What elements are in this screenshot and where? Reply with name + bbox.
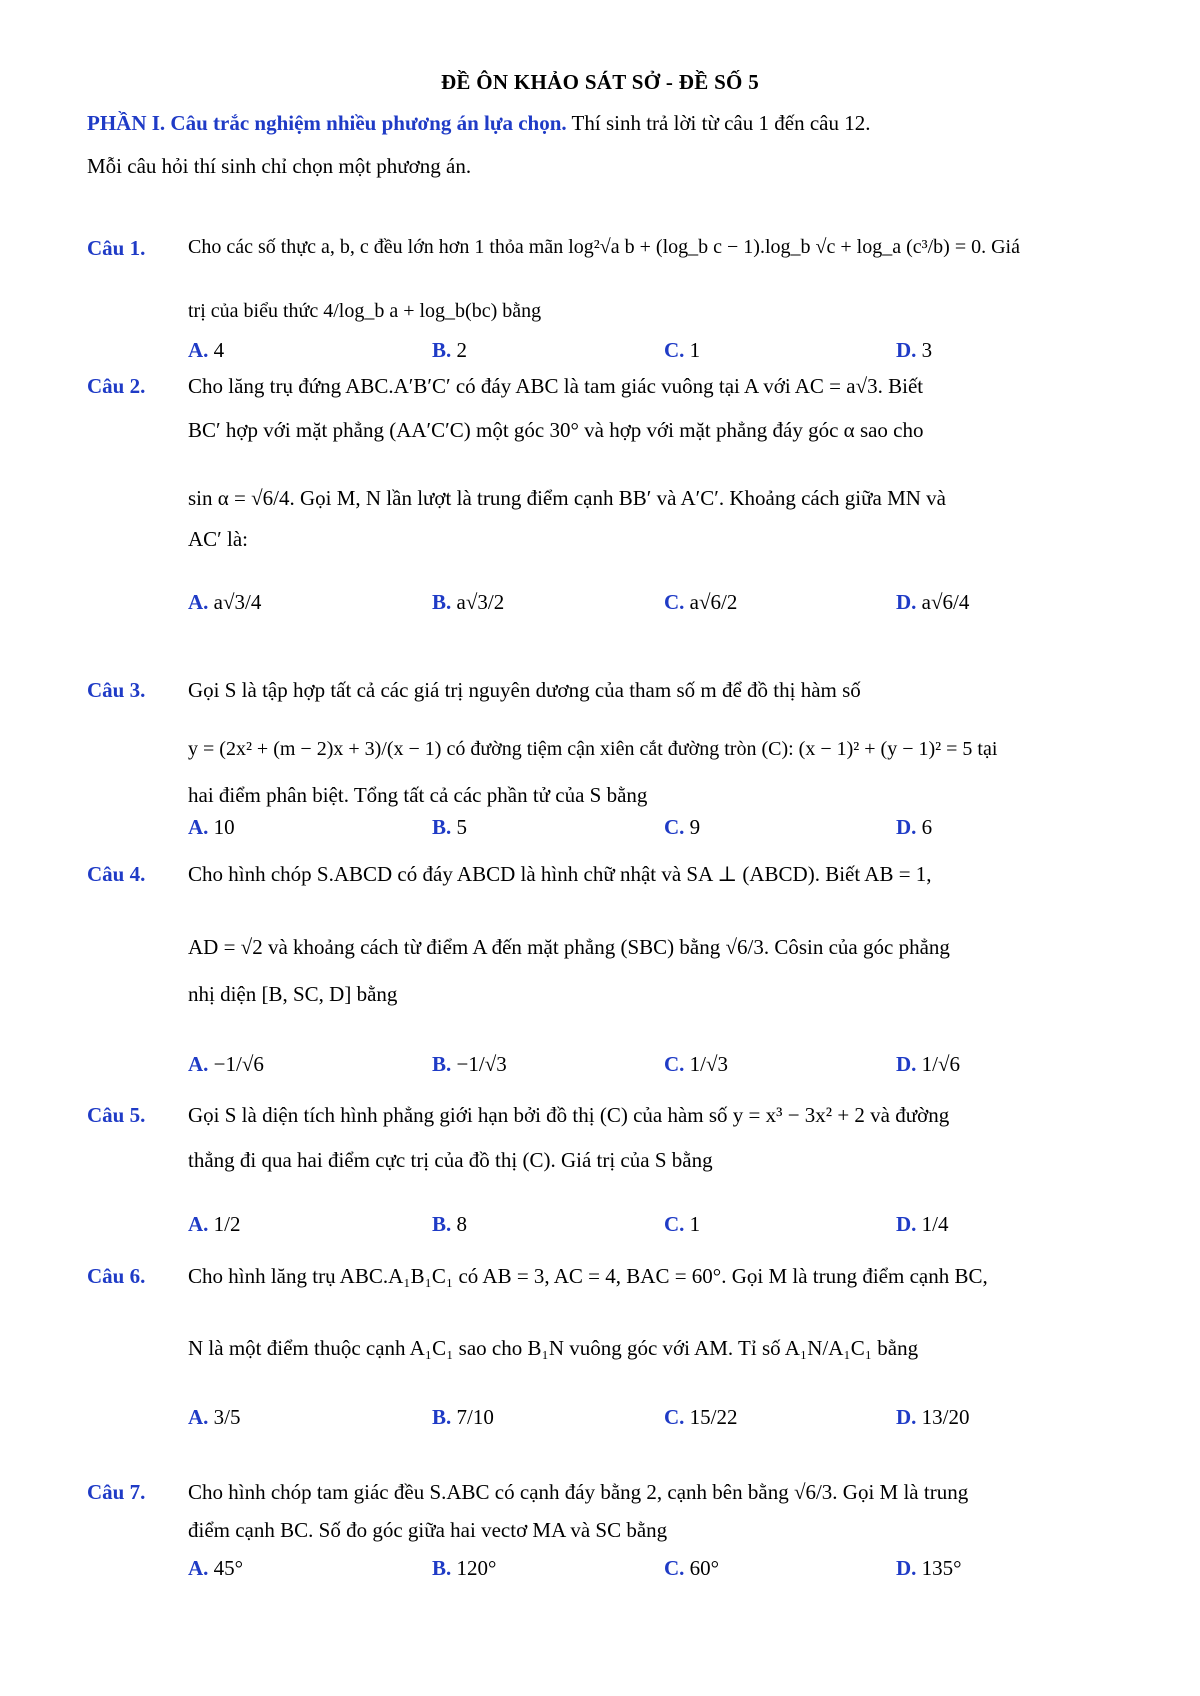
option-value: a√6/2 bbox=[689, 590, 738, 614]
question-line: N là một điểm thuộc cạnh A₁C₁ sao cho B₁N vuông góc với AM. Tỉ số A₁N/A₁C₁ bằng bbox=[188, 1336, 919, 1360]
option-label: D. bbox=[896, 338, 917, 362]
question-label: Câu 2. bbox=[87, 374, 146, 398]
option-value: a√3/2 bbox=[456, 590, 505, 614]
option-b[interactable] bbox=[432, 1212, 467, 1237]
option-value: 8 bbox=[456, 1212, 468, 1236]
option-value: 135° bbox=[921, 1556, 962, 1580]
question-label: Câu 4. bbox=[87, 862, 146, 886]
question-line: thẳng đi qua hai điểm cực trị của đồ thị (C). Giá trị của S bằng bbox=[188, 1148, 713, 1172]
option-value: 10 bbox=[213, 815, 235, 839]
option-d[interactable] bbox=[896, 1212, 949, 1237]
option-label: A. bbox=[188, 338, 209, 362]
question-label: Câu 6. bbox=[87, 1264, 146, 1288]
part-header bbox=[87, 109, 1127, 137]
option-label: B. bbox=[432, 815, 452, 839]
option-value: 2 bbox=[456, 338, 468, 362]
question-line: y = (2x² + (m − 2)x + 3)/(x − 1) có đường tiệm cận xiên cắt đường tròn (C): (x − 1)² + (y − 1)² = 5 tại bbox=[188, 738, 998, 760]
option-b[interactable] bbox=[432, 1405, 494, 1430]
option-label: D. bbox=[896, 590, 917, 614]
question-line: Cho hình chóp tam giác đều S.ABC có cạnh đáy bằng 2, cạnh bên bằng √6/3. Gọi M là trung bbox=[188, 1480, 969, 1504]
question-line: sin α = √6/4. Gọi M, N lần lượt là trung điểm cạnh BB′ và A′C′. Khoảng cách giữa MN và bbox=[188, 486, 946, 510]
option-label: C. bbox=[664, 590, 685, 614]
question-line: Gọi S là tập hợp tất cả các giá trị nguyên dương của tham số m để đồ thị hàm số bbox=[188, 678, 861, 702]
question-line: điểm cạnh BC. Số đo góc giữa hai vectơ MA và SC bằng bbox=[188, 1518, 668, 1542]
option-value: 5 bbox=[456, 815, 468, 839]
question-label: Câu 5. bbox=[87, 1103, 146, 1127]
option-label: B. bbox=[432, 1556, 452, 1580]
option-b[interactable] bbox=[432, 815, 467, 840]
option-d[interactable] bbox=[896, 1556, 962, 1581]
option-label: B. bbox=[432, 338, 452, 362]
option-a[interactable] bbox=[188, 815, 235, 840]
question-line: AC′ là: bbox=[188, 527, 249, 551]
question-line: nhị diện [B, SC, D] bằng bbox=[188, 982, 398, 1006]
option-label: D. bbox=[896, 815, 917, 839]
option-label: D. bbox=[896, 1556, 917, 1580]
option-label: C. bbox=[664, 338, 685, 362]
option-value: 4 bbox=[213, 338, 225, 362]
option-a[interactable] bbox=[188, 590, 261, 615]
option-b[interactable] bbox=[432, 338, 467, 363]
option-a[interactable] bbox=[188, 1212, 241, 1237]
option-a[interactable] bbox=[188, 1405, 241, 1430]
option-label: A. bbox=[188, 1052, 209, 1076]
option-d[interactable] bbox=[896, 338, 932, 363]
exam-title: ĐỀ ÔN KHẢO SÁT SỞ - ĐỀ SỐ 5 bbox=[440, 70, 760, 94]
option-c[interactable] bbox=[664, 338, 700, 363]
question-line: Cho các số thực a, b, c đều lớn hơn 1 thỏa mãn log²√a b + (log_b c − 1).log_b √c + log_a (c³/b) = 0. Giá bbox=[188, 236, 1020, 258]
option-value: a√6/4 bbox=[921, 590, 970, 614]
option-value: 60° bbox=[689, 1556, 720, 1580]
option-label: D. bbox=[896, 1212, 917, 1236]
part-heading: PHẦN I. Câu trắc nghiệm nhiều phương án lựa chọn. bbox=[87, 111, 567, 135]
option-value: 15/22 bbox=[689, 1405, 738, 1429]
question-label: Câu 7. bbox=[87, 1480, 146, 1504]
option-value: 3 bbox=[921, 338, 933, 362]
option-label: D. bbox=[896, 1405, 917, 1429]
option-label: C. bbox=[664, 1212, 685, 1236]
question-line: Cho hình chóp S.ABCD có đáy ABCD là hình chữ nhật và SA ⊥ (ABCD). Biết AB = 1, bbox=[188, 862, 932, 886]
option-c[interactable] bbox=[664, 1052, 728, 1077]
option-b[interactable] bbox=[432, 1556, 496, 1581]
question-line: Gọi S là diện tích hình phẳng giới hạn bởi đồ thị (C) của hàm số y = x³ − 3x² + 2 và đường bbox=[188, 1103, 950, 1127]
option-c[interactable] bbox=[664, 1556, 719, 1581]
option-value: 9 bbox=[689, 815, 701, 839]
option-a[interactable] bbox=[188, 1556, 243, 1581]
option-b[interactable] bbox=[432, 590, 504, 615]
question-line: hai điểm phân biệt. Tổng tất cả các phần tử của S bằng bbox=[188, 783, 648, 807]
option-value: 3/5 bbox=[213, 1405, 241, 1429]
option-value: 7/10 bbox=[456, 1405, 494, 1429]
option-value: 1/2 bbox=[213, 1212, 241, 1236]
option-label: C. bbox=[664, 1556, 685, 1580]
option-label: A. bbox=[188, 590, 209, 614]
question-label: Câu 1. bbox=[87, 236, 146, 260]
option-label: C. bbox=[664, 1052, 685, 1076]
question-line: BC′ hợp với mặt phẳng (AA′C′C) một góc 30° và hợp với mặt phẳng đáy góc α sao cho bbox=[188, 418, 924, 442]
question-label: Câu 3. bbox=[87, 678, 146, 702]
option-value: 6 bbox=[921, 815, 933, 839]
option-value: 1 bbox=[689, 338, 701, 362]
option-d[interactable] bbox=[896, 590, 969, 615]
option-value: −1/√3 bbox=[456, 1052, 507, 1076]
question-line: Cho hình lăng trụ ABC.A₁B₁C₁ có AB = 3, AC = 4, BAC = 60°. Gọi M là trung điểm cạnh BC, bbox=[188, 1264, 988, 1288]
option-b[interactable] bbox=[432, 1052, 507, 1077]
option-value: −1/√6 bbox=[213, 1052, 264, 1076]
option-label: D. bbox=[896, 1052, 917, 1076]
option-c[interactable] bbox=[664, 1405, 738, 1430]
option-c[interactable] bbox=[664, 1212, 700, 1237]
option-a[interactable] bbox=[188, 338, 224, 363]
option-label: B. bbox=[432, 1212, 452, 1236]
option-value: 120° bbox=[456, 1556, 497, 1580]
part-instruction: Thí sinh trả lời từ câu 1 đến câu 12. bbox=[571, 111, 871, 135]
option-c[interactable] bbox=[664, 590, 737, 615]
option-label: B. bbox=[432, 1052, 452, 1076]
part-note: Mỗi câu hỏi thí sinh chỉ chọn một phương án. bbox=[87, 154, 472, 178]
question-line: Cho lăng trụ đứng ABC.A′B′C′ có đáy ABC là tam giác vuông tại A với AC = a√3. Biết bbox=[188, 374, 924, 398]
question-line: trị của biểu thức 4/log_b a + log_b(bc) bằng bbox=[188, 300, 542, 322]
option-label: B. bbox=[432, 590, 452, 614]
option-label: A. bbox=[188, 1212, 209, 1236]
option-value: 1/4 bbox=[921, 1212, 949, 1236]
option-value: 1 bbox=[689, 1212, 701, 1236]
option-label: A. bbox=[188, 815, 209, 839]
question-line: AD = √2 và khoảng cách từ điểm A đến mặt phẳng (SBC) bằng √6/3. Côsin của góc phẳng bbox=[188, 935, 950, 959]
option-c[interactable] bbox=[664, 815, 700, 840]
option-label: A. bbox=[188, 1556, 209, 1580]
option-value: 13/20 bbox=[921, 1405, 970, 1429]
option-d[interactable] bbox=[896, 1052, 960, 1077]
option-d[interactable] bbox=[896, 1405, 970, 1430]
option-value: a√3/4 bbox=[213, 590, 262, 614]
option-label: C. bbox=[664, 815, 685, 839]
option-label: C. bbox=[664, 1405, 685, 1429]
option-d[interactable] bbox=[896, 815, 932, 840]
option-value: 45° bbox=[213, 1556, 244, 1580]
option-value: 1/√3 bbox=[689, 1052, 729, 1076]
option-label: A. bbox=[188, 1405, 209, 1429]
option-label: B. bbox=[432, 1405, 452, 1429]
option-a[interactable] bbox=[188, 1052, 264, 1077]
option-value: 1/√6 bbox=[921, 1052, 961, 1076]
